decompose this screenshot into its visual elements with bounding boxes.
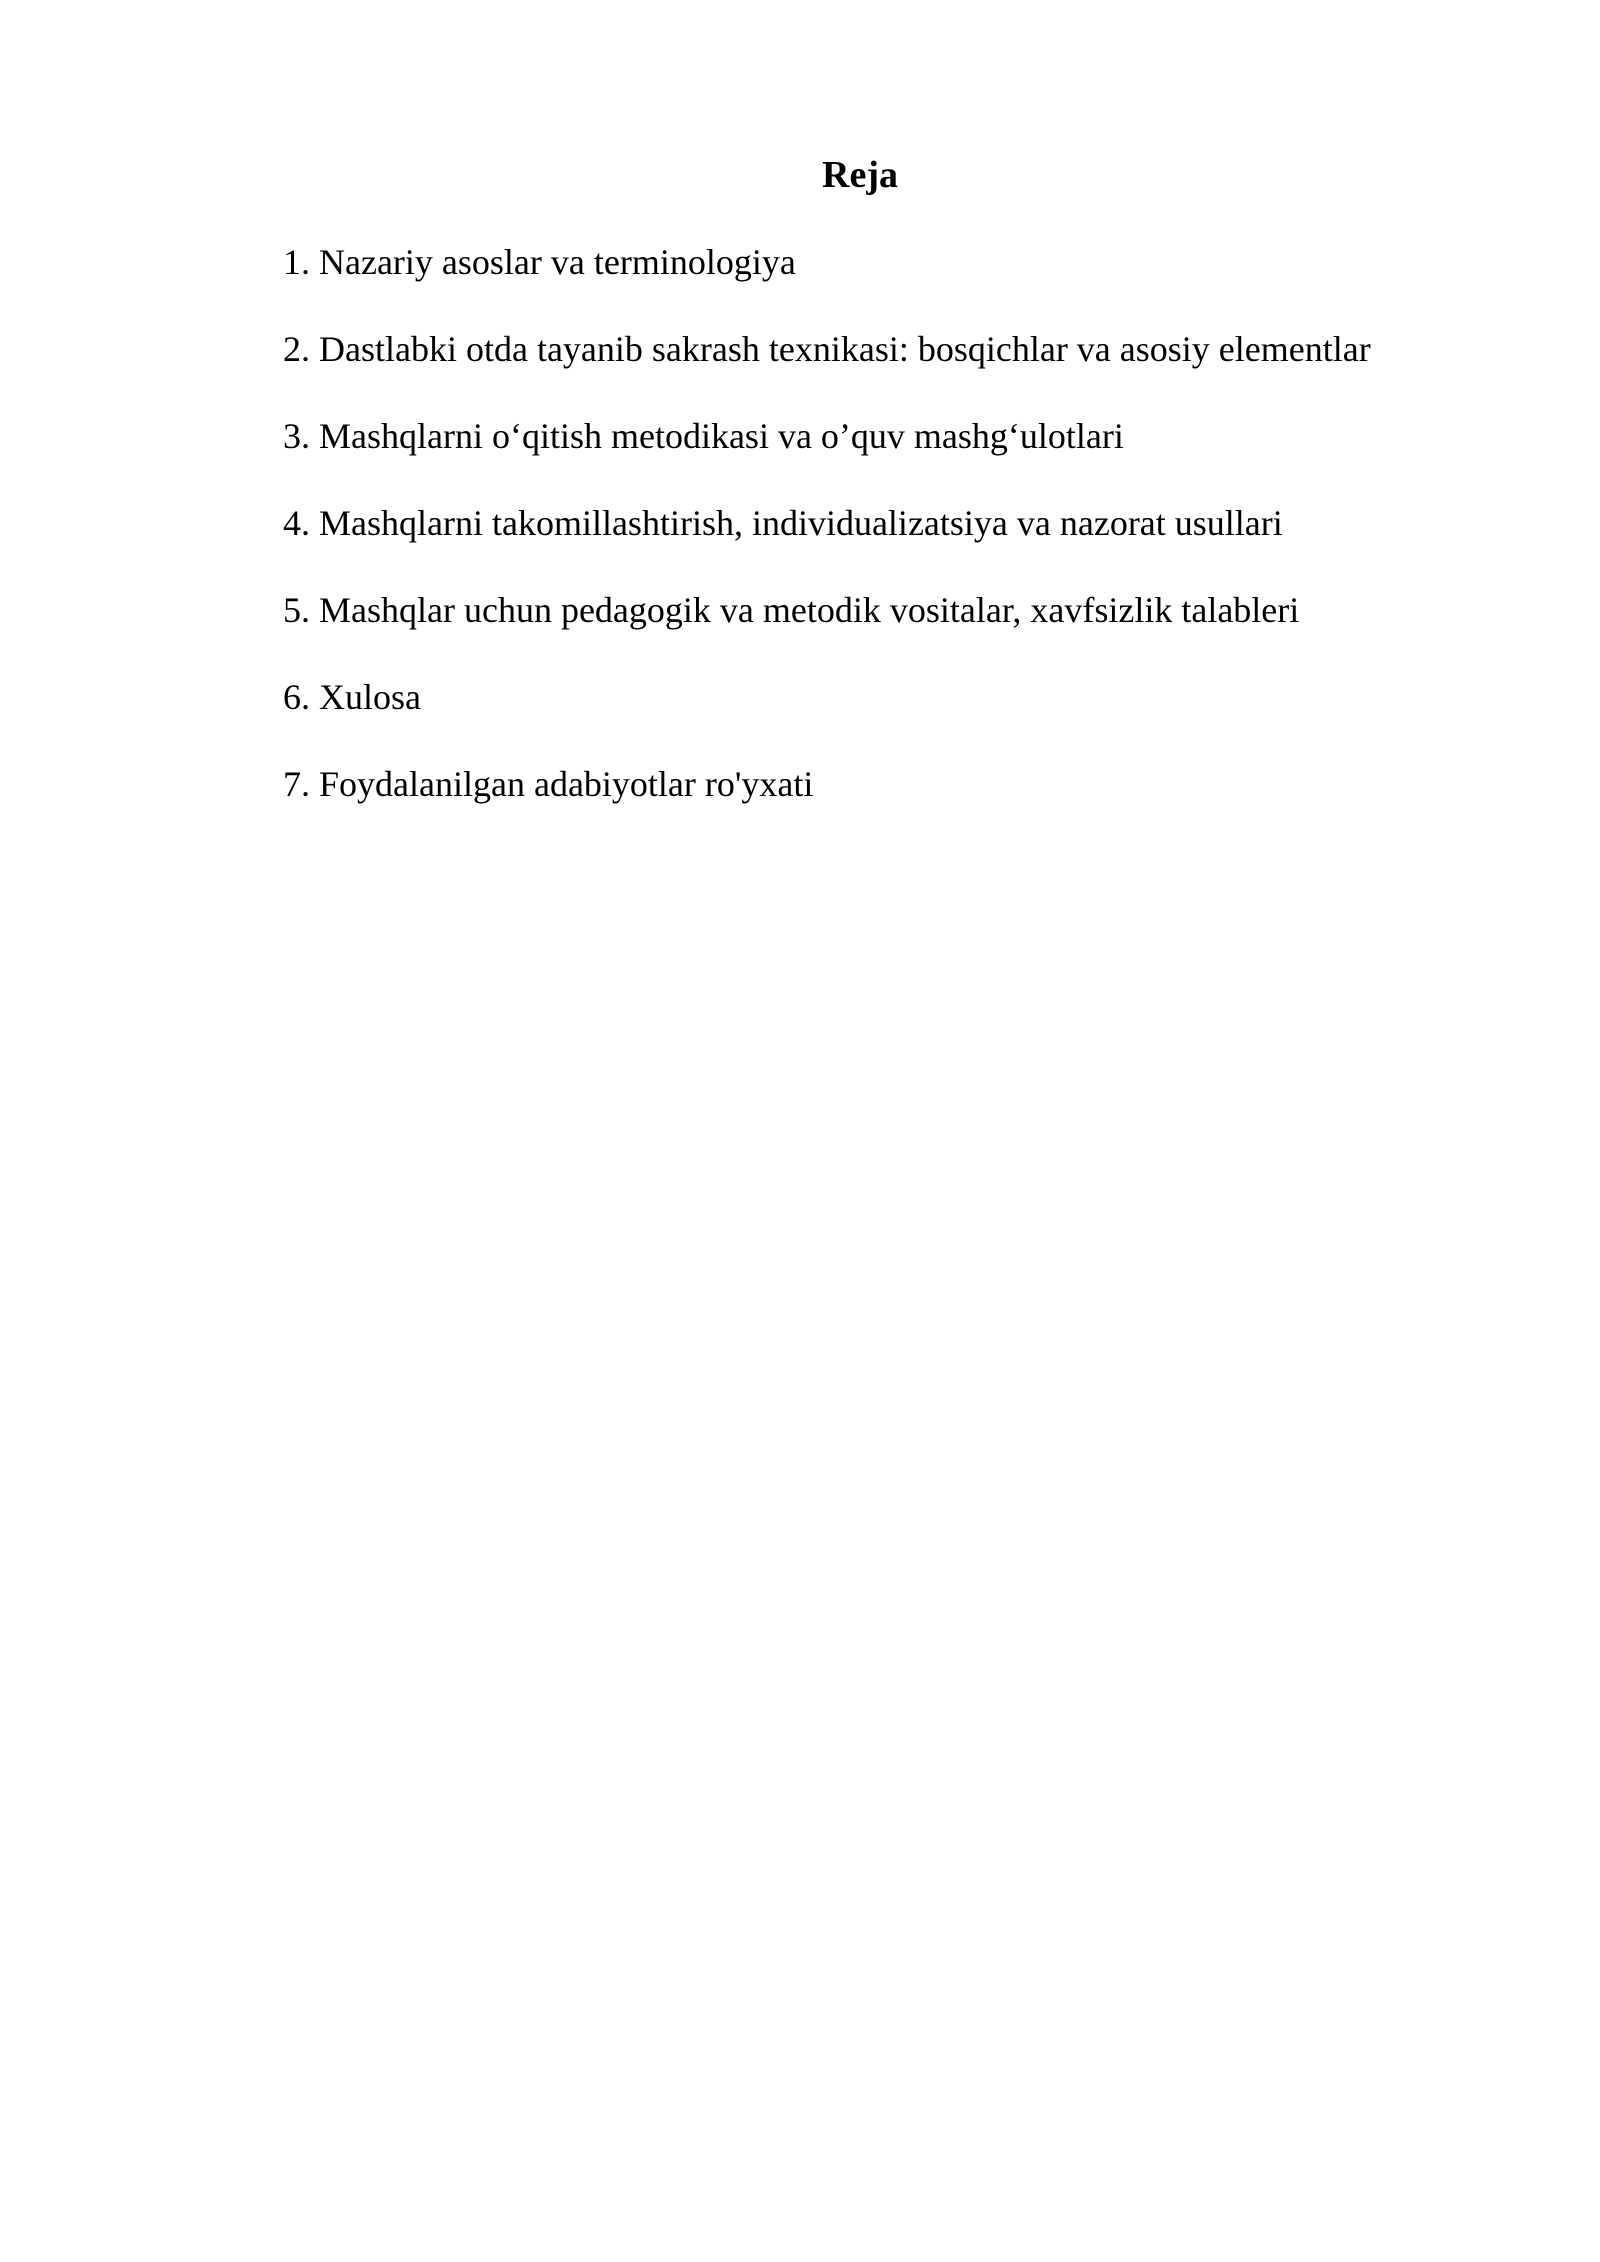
page-title: Reja [822,154,898,196]
toc-item-2: 2. Dastlabki otda tayanib sakrash texnikasi: bosqichlar va asosiy elementlar [283,329,1371,369]
toc-item-4: 4. Mashqlarni takomillashtirish, individualizatsiya va nazorat usullari [283,503,1283,543]
table-of-contents [283,236,1533,845]
toc-item-7: 7. Foydalanilgan adabiyotlar ro'yxati [283,764,814,804]
toc-item-5: 5. Mashqlar uchun pedagogik va metodik vositalar, xavfsizlik talableri [283,590,1300,630]
toc-item-6: 6. Xulosa [283,677,421,717]
toc-item-3: 3. Mashqlarni o‘qitish metodikasi va o’quv mashg‘ulotlari [283,416,1124,456]
toc-item-1: 1. Nazariy asoslar va terminologiya [283,242,796,282]
